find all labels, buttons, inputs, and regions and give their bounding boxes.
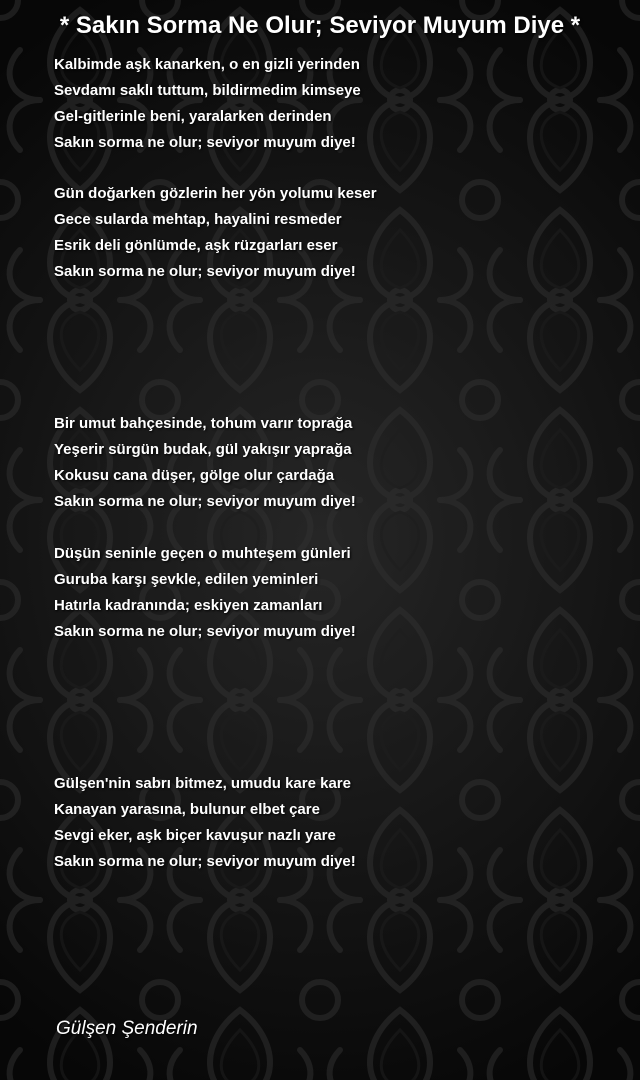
poem-line: Sakın sorma ne olur; seviyor muyum diye! xyxy=(54,263,356,280)
poem-line: Düşün seninle geçen o muhteşem günleri xyxy=(54,545,351,562)
poem-line: Sakın sorma ne olur; seviyor muyum diye! xyxy=(54,134,356,151)
poem-line: Sakın sorma ne olur; seviyor muyum diye! xyxy=(54,623,356,640)
stanza-4 xyxy=(54,541,614,645)
poem-line: Kalbimde aşk kanarken, o en gizli yerinden xyxy=(54,56,360,73)
poem-line: Hatırla kadranında; eskiyen zamanları xyxy=(54,597,323,614)
stanza-3 xyxy=(54,411,614,515)
stanza-5 xyxy=(54,771,614,875)
poem-line: Gün doğarken gözlerin her yön yolumu keser xyxy=(54,185,377,202)
poem-line: Bir umut bahçesinde, tohum varır toprağa xyxy=(54,415,353,432)
poem-title: * Sakın Sorma Ne Olur; Seviyor Muyum Diye * xyxy=(59,12,581,39)
poem-line: Kokusu cana düşer, gölge olur çardağa xyxy=(54,467,335,484)
poem-line: Esrik deli gönlümde, aşk rüzgarları eser xyxy=(54,237,338,254)
poem-line: Sevdamı saklı tuttum, bildirmedim kimseye xyxy=(54,82,361,99)
poem-line: Sevgi eker, aşk biçer kavuşur nazlı yare xyxy=(54,827,336,844)
poem-line: Gel-gitlerinle beni, yaralarken derinden xyxy=(54,108,332,125)
poem-line: Kanayan yarasına, bulunur elbet çare xyxy=(54,801,320,818)
stanza-1 xyxy=(54,52,614,156)
poem-line: Gülşen'nin sabrı bitmez, umudu kare kare xyxy=(54,775,351,792)
poem-line: Sakın sorma ne olur; seviyor muyum diye! xyxy=(54,493,356,510)
poem-line: Guruba karşı şevkle, edilen yeminleri xyxy=(54,571,319,588)
stanza-2 xyxy=(54,181,614,285)
poem-line: Gece sularda mehtap, hayalini resmeder xyxy=(54,211,342,228)
poem-line: Sakın sorma ne olur; seviyor muyum diye! xyxy=(54,853,356,870)
poem-author: Gülşen Şenderin xyxy=(56,1018,198,1039)
poem-line: Yeşerir sürgün budak, gül yakışır yaprağa xyxy=(54,441,352,458)
